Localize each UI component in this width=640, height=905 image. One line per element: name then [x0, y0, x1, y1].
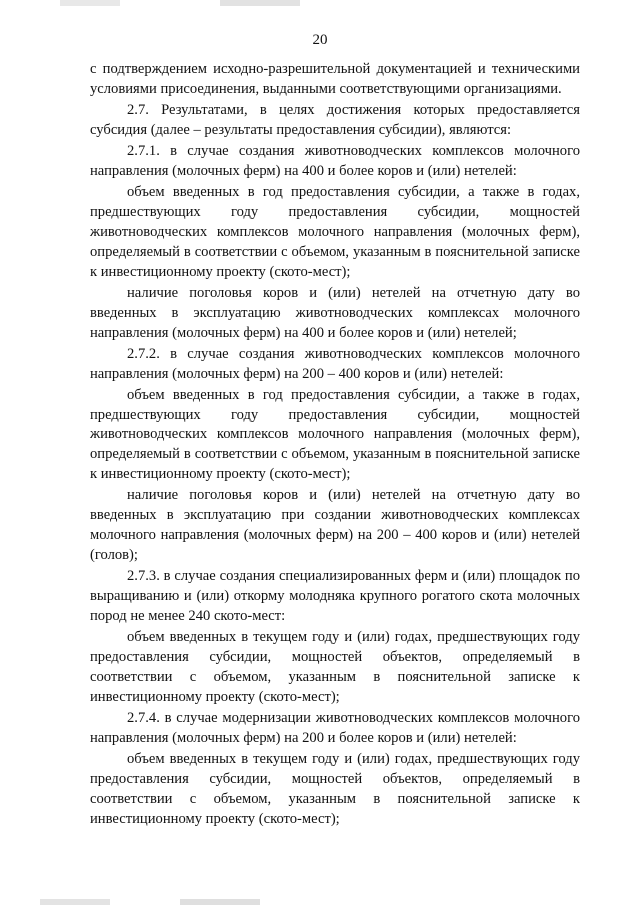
page-number: 20	[312, 32, 328, 48]
paragraph: объем введенных в текущем году и (или) годах, предшествующих году предоставления субсидии, мощностей объектов, определяемый в соответствии с объемом, указанным в пояснительной записке к инвестиционному проекту (ското-мест);	[90, 750, 580, 827]
scan-edge-top	[0, 0, 640, 6]
paragraph: наличие поголовья коров и (или) нетелей на отчетную дату во введенных в эксплуатацию животноводческих комплексах молочного направления (молочных ферм) на 400 и более коров и (или) нетелей;	[90, 284, 580, 341]
paragraph: 2.7.4. в случае модернизации животноводческих комплексов молочного направления (молочных ферм) на 200 и более коров и (или) нетелей:	[90, 709, 580, 746]
scan-edge-bottom	[0, 899, 640, 905]
paragraph: объем введенных в год предоставления субсидии, а также в годах, предшествующих году предоставления субсидии, мощностей животноводческих комплексов молочного направления (молочных ферм), определяемый в соответствии с объемом, указанным в пояснительной записке к инвестиционному проекту (ското-мест);	[90, 184, 580, 280]
paragraph: объем введенных в год предоставления субсидии, а также в годах, предшествующих году предоставления субсидии, мощностей животноводческих комплексов молочного направления (молочных ферм), определяемый в соответствии с объемом, указанным в пояснительной записке к инвестиционному проекту (ското-мест);	[90, 386, 580, 483]
paragraph: объем введенных в текущем году и (или) годах, предшествующих году предоставления субсидии, мощностей объектов, определяемый в соответствии с объемом, указанным в пояснительной записке к инвестиционному проекту (ското-мест);	[90, 629, 580, 705]
paragraph: 2.7. Результатами, в целях достижения которых предоставляется субсидия (далее – результаты предоставления субсидии), являются:	[90, 102, 580, 138]
paragraph: 2.7.2. в случае создания животноводческих комплексов молочного направления (молочных ферм) на 200 – 400 коров и (или) нетелей:	[90, 345, 580, 382]
paragraph: 2.7.3. в случае создания специализированных ферм и (или) площадок по выращиванию и (или) откорму молодняка крупного рогатого скота молочных пород не менее 240 ското-мест:	[90, 568, 580, 624]
paragraph: наличие поголовья коров и (или) нетелей на отчетную дату во введенных в эксплуатацию при создании животноводческих комплексах молочного направления (молочных ферм) на 200 – 400 коров и (или) нетелей (голов);	[90, 487, 580, 564]
paragraph: с подтверждением исходно-разрешительной документацией и техническими условиями присоединения, выданными соответствующими организациями.	[90, 61, 580, 97]
paragraph: 2.7.1. в случае создания животноводческих комплексов молочного направления (молочных ферм) на 400 и более коров и (или) нетелей:	[90, 143, 580, 179]
document-body	[90, 60, 580, 831]
